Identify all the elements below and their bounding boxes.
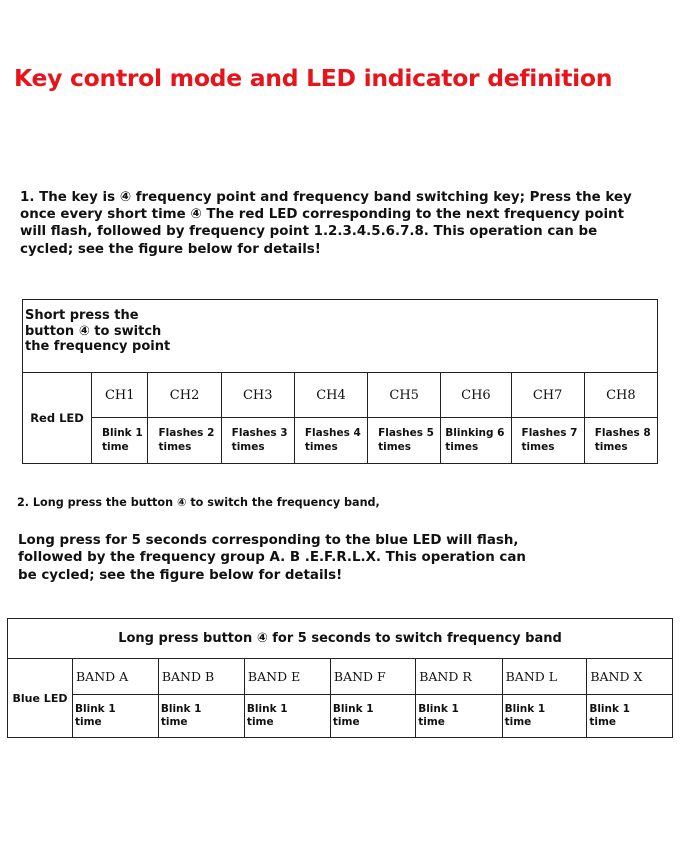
- flash-description-cell: [584, 418, 657, 464]
- desc-line: Flashes 7: [521, 427, 578, 439]
- desc-line: time: [102, 440, 129, 453]
- desc-line: Blink 1: [75, 703, 116, 715]
- flash-description-cell: [148, 418, 221, 464]
- desc-line: time: [332, 716, 360, 728]
- channel-cell: CH6: [441, 373, 511, 418]
- channel-cell: CH1: [92, 373, 148, 418]
- band-cell: BAND E: [244, 659, 330, 695]
- channel-cell: CH7: [511, 373, 584, 418]
- desc-line: times: [378, 440, 412, 453]
- desc-line: times: [521, 440, 555, 453]
- desc-line: times: [304, 440, 338, 453]
- blink-description-cell: [330, 695, 415, 738]
- blink-description-cell: [587, 695, 673, 738]
- blink-description-cell: [502, 695, 587, 738]
- desc-line: Blinking 6: [445, 427, 505, 439]
- desc-line: times: [158, 440, 192, 453]
- desc-line: Blink 1: [160, 703, 202, 715]
- channel-cell: CH2: [148, 373, 221, 418]
- flash-description-cell: [294, 418, 367, 464]
- blink-description-cell: [73, 695, 159, 738]
- red-led-label: Red LED: [23, 373, 92, 464]
- desc-line: Blink 1: [504, 703, 546, 715]
- desc-line: time: [418, 716, 445, 728]
- section2-text: Long press for 5 seconds corresponding to the blue LED will flash, followed by the frequency group A. B .E.F.R.L.X. This operation can be cycled; see the figure below for details!: [18, 533, 526, 583]
- desc-line: Flashes 5: [378, 427, 434, 439]
- desc-line: time: [75, 716, 102, 728]
- band-cell: BAND X: [587, 659, 673, 695]
- band-cell: BAND R: [416, 659, 502, 695]
- desc-line: Blink 1: [418, 703, 459, 715]
- blue-led-table: [7, 618, 673, 738]
- page-title: Key control mode and LED indicator definition: [14, 64, 613, 92]
- desc-line: time: [246, 716, 274, 728]
- flash-description-cell: [441, 418, 511, 464]
- blink-description-cell: [158, 695, 244, 738]
- desc-line: Blink 1: [589, 703, 630, 715]
- desc-line: Flashes 2: [158, 427, 215, 439]
- flash-description-cell: [511, 418, 584, 464]
- band-cell: BAND F: [330, 659, 415, 695]
- table1-header-line: Short press the: [25, 308, 139, 323]
- band-cell: BAND B: [158, 659, 244, 695]
- flash-description-cell: [221, 418, 294, 464]
- desc-line: times: [231, 440, 265, 453]
- section2-heading: 2. Long press the button ④ to switch the frequency band,: [17, 496, 380, 509]
- section1-text: 1. The key is ④ frequency point and frequency band switching key; Press the key once every short time ④ The red LED corresponding to the next frequency point will flash, followed by frequency point 1.2.3.4.5.6.7.8. This operation can be cycled; see the figure below for details!: [20, 190, 632, 257]
- table1-header-line: button ④ to switch: [25, 323, 162, 339]
- table2-header: Long press button ④ for 5 seconds to switch frequency band: [8, 619, 673, 659]
- desc-line: time: [504, 716, 532, 728]
- desc-line: Blink 1: [102, 427, 143, 439]
- desc-line: Flashes 4: [304, 427, 361, 439]
- desc-line: Flashes 3: [231, 427, 288, 439]
- channel-cell: CH5: [368, 373, 441, 418]
- desc-line: Flashes 8: [594, 427, 651, 439]
- desc-line: time: [160, 716, 188, 728]
- desc-line: Blink 1: [332, 703, 374, 715]
- band-cell: BAND L: [502, 659, 587, 695]
- desc-line: times: [445, 440, 479, 453]
- desc-line: Blink 1: [246, 703, 288, 715]
- desc-line: time: [589, 716, 617, 728]
- channel-cell: CH8: [584, 373, 657, 418]
- table1-header-line: the frequency point: [25, 339, 171, 354]
- band-cell: BAND A: [73, 659, 159, 695]
- flash-description-cell: [92, 418, 148, 464]
- red-led-table: [22, 299, 658, 464]
- blue-led-label: Blue LED: [8, 659, 73, 738]
- desc-line: times: [594, 440, 628, 453]
- channel-cell: CH4: [294, 373, 367, 418]
- blink-description-cell: [416, 695, 502, 738]
- table1-header: [23, 300, 658, 373]
- blink-description-cell: [244, 695, 330, 738]
- flash-description-cell: [368, 418, 441, 464]
- channel-cell: CH3: [221, 373, 294, 418]
